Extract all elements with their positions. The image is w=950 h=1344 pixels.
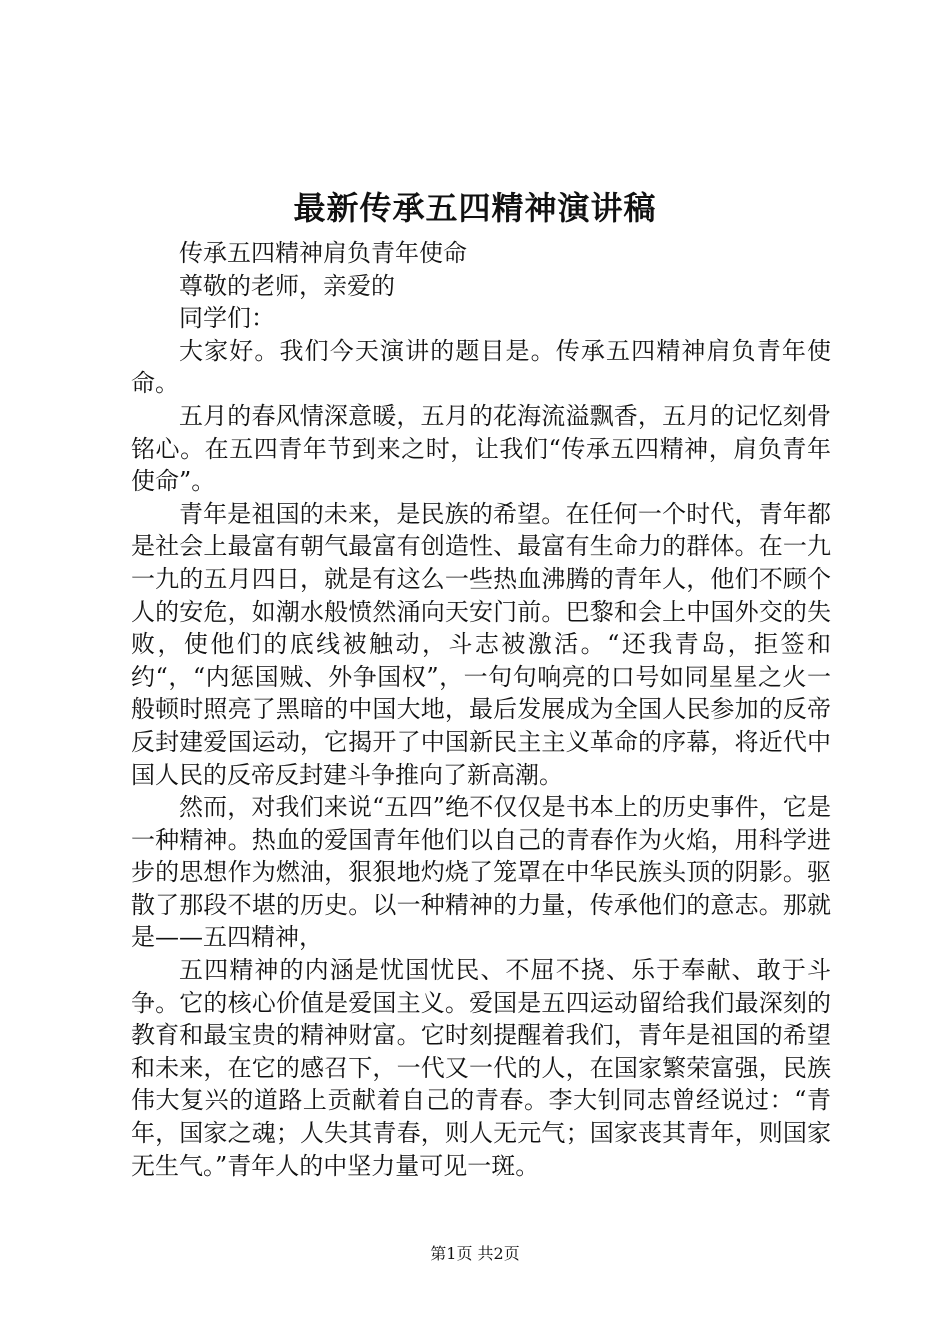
document-title: 最新传承五四精神演讲稿 xyxy=(293,189,657,227)
body-paragraph: 五四精神的内涵是忧国忧民、不屈不挠、乐于奉献、敢于斗争。它的核心价值是爱国主义。爱国是五四运动留给我们最深刻的教育和最宝贵的精神财富。它时刻提醒着我们，青年是祖国的希望和未来，在它的感召下，一代又一代的人，在国家繁荣富强，民族伟大复兴的道路上贡献着自己的青春。李大钊同志曾经说过：“青年，国家之魂；人失其青春，则人无元气；国家丧其青年，则国家无生气。”青年人的中坚力量可见一斑。 xyxy=(131,956,831,1180)
body-paragraph: 然而，对我们来说“五四”绝不仅仅是书本上的历史事件，它是一种精神。热血的爱国青年他们以自己的青春作为火焰，用科学进步的思想作为燃油，狠狠地灼烧了笼罩在中华民族头顶的阴影。驱散了那段不堪的历史。以一种精神的力量，传承他们的意志。那就是——五四精神， xyxy=(131,793,831,952)
salutation-line: 同学们： xyxy=(179,304,275,333)
body-paragraph: 五月的春风情深意暖，五月的花海流溢飘香，五月的记忆刻骨铭心。在五四青年节到来之时，让我们“传承五四精神，肩负青年使命”。 xyxy=(131,401,831,496)
salutation-line: 尊敬的老师，亲爱的 xyxy=(179,271,395,300)
page-number-footer: 第1页 共2页 xyxy=(430,1244,520,1263)
subtitle-line: 传承五四精神肩负青年使命 xyxy=(179,239,467,267)
document-body xyxy=(131,237,831,1182)
body-paragraph: 大家好。我们今天演讲的题目是。传承五四精神肩负青年使命。 xyxy=(131,336,831,398)
body-paragraph: 青年是祖国的未来，是民族的希望。在任何一个时代，青年都是社会上最富有朝气最富有创造性、最富有生命力的群体。在一九一九的五月四日，就是有这么一些热血沸腾的青年人，他们不顾个人的安危，如潮水般愤然涌向天安门前。巴黎和会上中国外交的失败，使他们的底线被触动，斗志被激活。“还我青岛，拒签和约“，“内惩国贼、外争国权”，一句句响亮的口号如同星星之火一般顿时照亮了黑暗的中国大地，最后发展成为全国人民参加的反帝反封建爱国运动，它揭开了中国新民主主义革命的序幕，将近代中国人民的反帝反封建斗争推向了新高潮。 xyxy=(131,499,831,789)
